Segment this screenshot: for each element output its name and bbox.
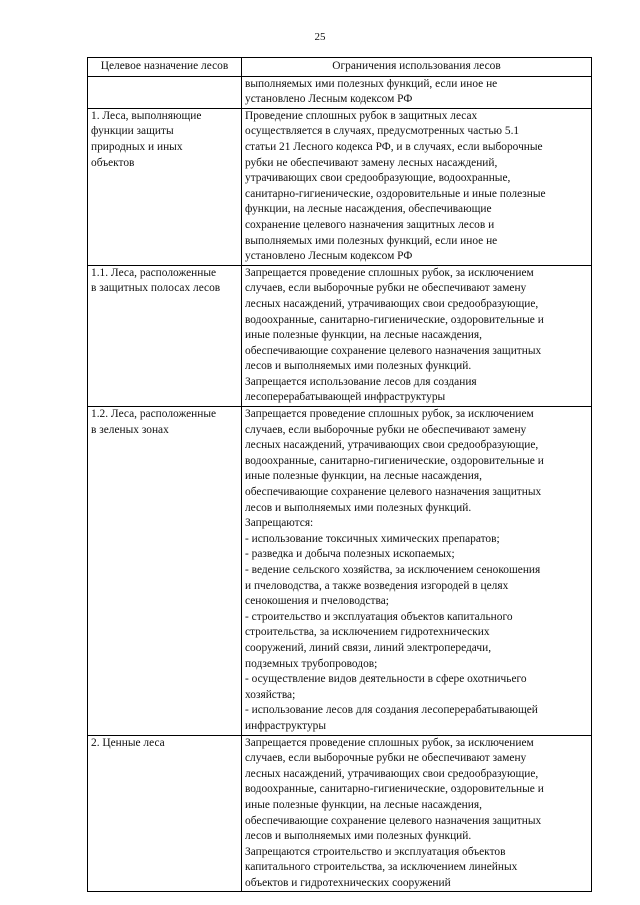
table-row [88,735,592,892]
restriction-text-line: инфраструктуры [245,719,326,732]
restriction-text-line: лесоперерабатывающей инфраструктуры [245,391,446,404]
header-purpose: Целевое назначение лесов [88,58,242,77]
table-header-row [88,58,592,77]
restriction-text-line: и пчеловодства, а также возведения изгородей в целях [245,579,509,592]
purpose-text-line: объектов [91,156,135,169]
restriction-text-line: обеспечивающие сохранение целевого назначения защитных [245,344,542,357]
restriction-text-line: лесных насаждений, утрачивающих свои средообразующие, [245,297,539,310]
restriction-text-line: Запрещаются: [245,517,314,530]
restriction-text-line: объектов и гидротехнических сооружений [245,876,451,889]
restriction-text-line: обеспечивающие сохранение целевого назначения защитных [245,486,542,499]
restriction-text-line: лесов и выполняемых ими полезных функций. [245,501,472,514]
table-row [88,407,592,735]
table-row [88,76,592,108]
purpose-text-line: природных и иных [91,140,183,153]
restriction-text-line: Запрещается проведение сплошных рубок, за исключением [245,408,534,421]
restriction-text-line: санитарно-гигиенические, оздоровительные и иные полезные [245,187,546,200]
restriction-text-line: случаев, если выборочные рубки не обеспечивают замену [245,752,527,765]
purpose-cell [88,407,242,735]
restriction-text-line: случаев, если выборочные рубки не обеспечивают замену [245,282,527,295]
restriction-text-line: хозяйства; [245,688,296,701]
restriction-text-line: выполняемых ими полезных функций, если иное не [245,77,498,90]
restriction-text-line: утрачивающих свои средообразующие, водоохранные, [245,172,511,185]
purpose-text-line: 1.2. Леса, расположенные [91,408,217,421]
purpose-cell [88,735,242,892]
forest-restrictions-table [87,57,592,892]
restriction-text-line: осуществляется в случаях, предусмотренных частью 5.1 [245,125,520,138]
header-restrictions: Ограничения использования лесов [242,58,592,77]
restrictions-cell [242,265,592,406]
restriction-text-line: случаев, если выборочные рубки не обеспечивают замену [245,423,527,436]
restriction-text-line: Запрещаются строительство и эксплуатация объектов [245,845,506,858]
purpose-text-line: функции защиты [91,125,174,138]
restriction-text-line: иные полезные функции, на лесные насаждения, [245,470,482,483]
restriction-text-line: - использование токсичных химических препаратов; [245,532,500,545]
restriction-text-line: лесов и выполняемых ими полезных функций. [245,830,472,843]
restriction-text-line: рубки не обеспечивают замену лесных насаждений, [245,156,498,169]
table-row [88,265,592,406]
restriction-text-line: обеспечивающие сохранение целевого назначения защитных [245,814,542,827]
purpose-cell [88,108,242,265]
restriction-text-line: - осуществление видов деятельности в сфере охотничьего [245,673,527,686]
restrictions-cell [242,108,592,265]
restriction-text-line: - разведка и добыча полезных ископаемых; [245,548,455,561]
restriction-text-line: водоохранные, санитарно-гигиенические, оздоровительные и [245,313,544,326]
purpose-text-line: 1.1. Леса, расположенные [91,266,217,279]
table-row [88,108,592,265]
restriction-text-line: Запрещается проведение сплошных рубок, за исключением [245,736,534,749]
restriction-text-line: функции, на лесные насаждения, обеспечивающие [245,203,492,216]
purpose-text-line: 2. Ценные леса [91,736,165,749]
restriction-text-line: Запрещается проведение сплошных рубок, за исключением [245,266,534,279]
purpose-cell [88,265,242,406]
restriction-text-line: выполняемых ими полезных функций, если иное не [245,234,498,247]
restriction-text-line: подземных трубопроводов; [245,657,378,670]
restriction-text-line: сенокошения и пчеловодства; [245,595,389,608]
restriction-text-line: установлено Лесным кодексом РФ [245,93,413,106]
restriction-text-line: строительства, за исключением гидротехнических [245,626,490,639]
purpose-cell [88,76,242,108]
restriction-text-line: капитального строительства, за исключением линейных [245,861,518,874]
purpose-text-line: в зеленых зонах [91,423,169,436]
restriction-text-line: иные полезные функции, на лесные насаждения, [245,329,482,342]
purpose-text-line: 1. Леса, выполняющие [91,109,202,122]
restriction-text-line: сохранение целевого назначения защитных лесов и [245,218,495,231]
restriction-text-line: лесных насаждений, утрачивающих свои средообразующие, [245,439,539,452]
restriction-text-line: иные полезные функции, на лесные насаждения, [245,798,482,811]
purpose-text-line: в защитных полосах лесов [91,282,221,295]
restriction-text-line: сооружений, линий связи, линий электропередачи, [245,641,492,654]
restriction-text-line: лесных насаждений, утрачивающих свои средообразующие, [245,767,539,780]
page-number: 25 [314,31,326,43]
restriction-text-line: установлено Лесным кодексом РФ [245,250,413,263]
restrictions-cell [242,76,592,108]
restrictions-cell [242,407,592,735]
restrictions-cell [242,735,592,892]
restriction-text-line: - строительство и эксплуатация объектов капитального [245,610,513,623]
restriction-text-line: статьи 21 Лесного кодекса РФ, и в случаях, если выборочные [245,140,543,153]
restriction-text-line: лесов и выполняемых ими полезных функций. [245,360,472,373]
restriction-text-line: водоохранные, санитарно-гигиенические, оздоровительные и [245,783,544,796]
restriction-text-line: - использование лесов для создания лесоперерабатывающей [245,704,538,717]
restriction-text-line: - ведение сельского хозяйства, за исключением сенокошения [245,564,541,576]
restriction-text-line: Проведение сплошных рубок в защитных лесах [245,109,478,122]
restriction-text-line: Запрещается использование лесов для создания [245,375,477,388]
restriction-text-line: водоохранные, санитарно-гигиенические, оздоровительные и [245,454,544,467]
